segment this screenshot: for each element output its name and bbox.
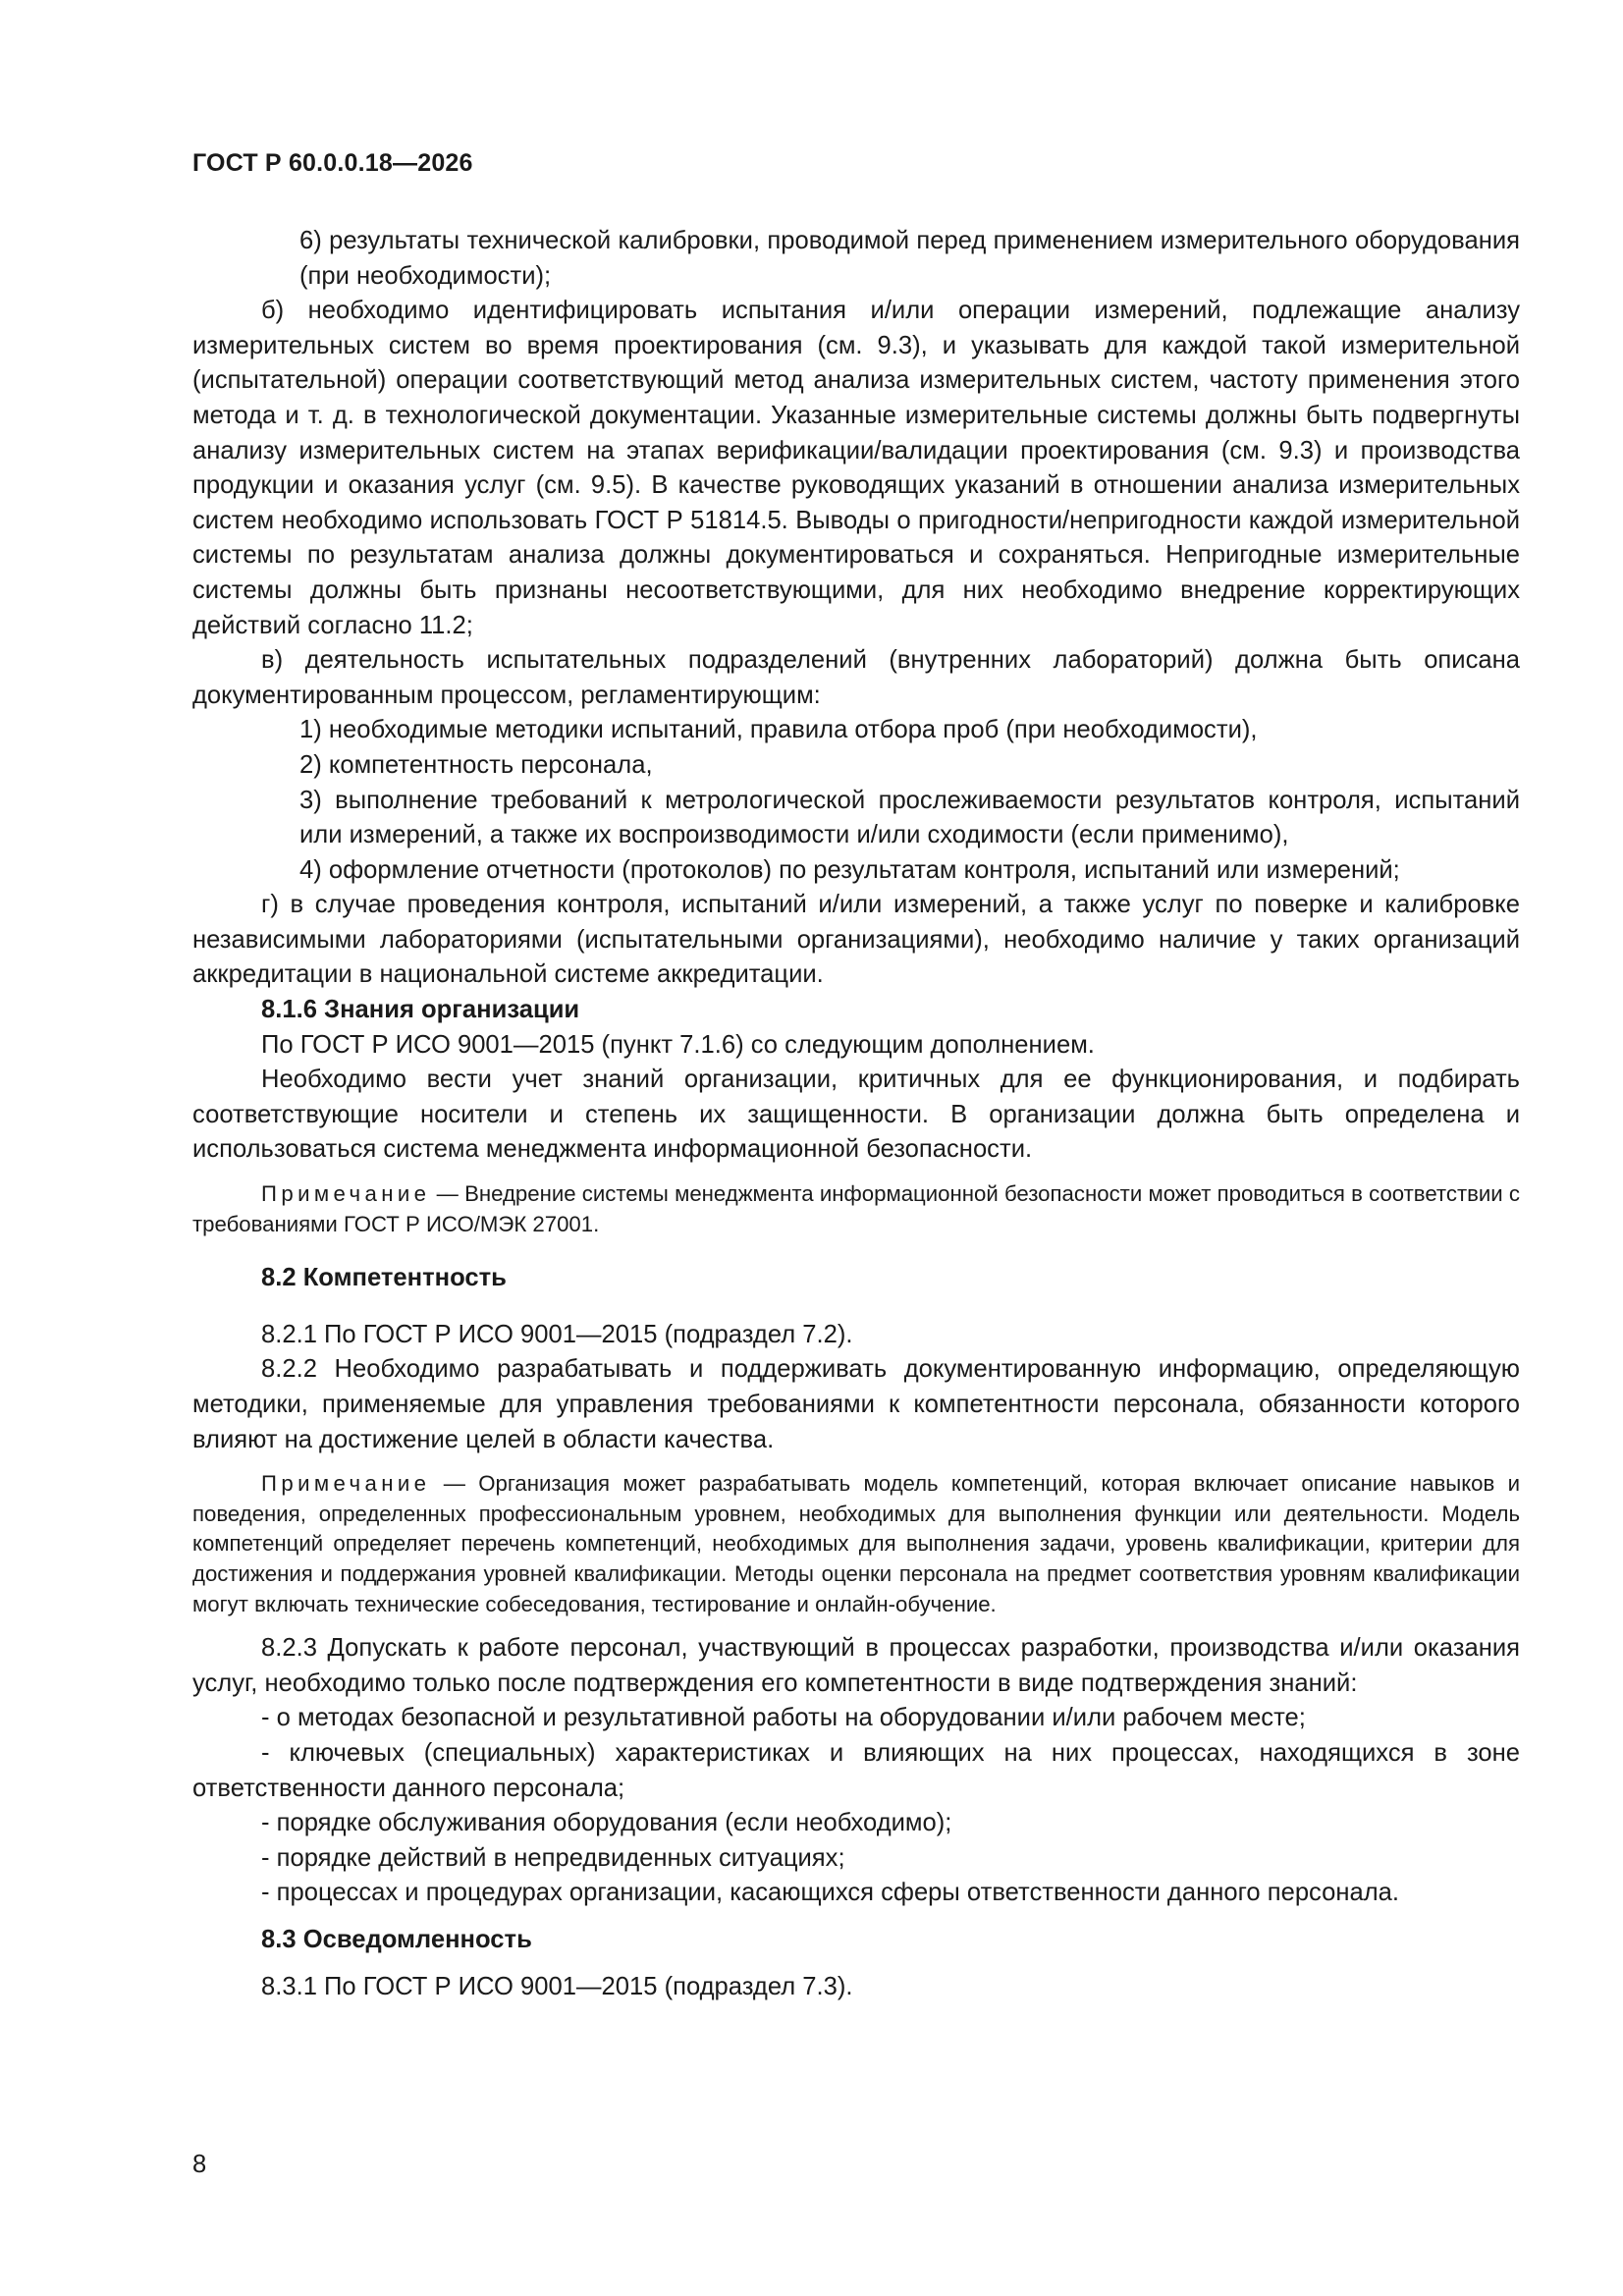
note-2-text: — Организация может разрабатывать модель компетенций, которая включает описание навыков и поведения, определенных профессиональным уровнем, необходимых для выполнения функции или деятельности. Модель компетенций определяет перечень компетенций, необходимых для выполнения задачи, уровень квалификации, критерии для достижения и поддержания уровней квалификации. Методы оценки персонала на предмет соответствия уровням квалификации могут включать технические собеседования, тестирование и онлайн-обучение. [192, 1471, 1520, 1616]
section-8-2-3-item-5: - процессах и процедурах организации, касающихся сферы ответственности данного персонала. [261, 1879, 1400, 1907]
note-1 [192, 1179, 1520, 1239]
list-item-v2: 2) компетентность персонала, [299, 750, 653, 779]
section-8-2-3: 8.2.3 Допускать к работе персонал, участвующий в процессах разработки, производства и/или оказания услуг, необходимо только после подтверждения его компетентности в виде подтверждения знаний: [192, 1634, 1520, 1697]
section-8-2-3-item-1: - о методах безопасной и результативной работы на оборудовании и/или рабочем месте; [261, 1704, 1306, 1732]
section-8-2-3-item-4: - порядке действий в непредвиденных ситуациях; [261, 1843, 845, 1872]
paragraph-b: б) необходимо идентифицировать испытания и/или операции измерений, подлежащие анализу измерительных систем во время проектирования (см. 9.3), и указывать для каждой такой измерительной (испытательной) операции соответствующий метод анализа измерительных систем, частоту применения этого метода и т. д. в технологической документации. Указанные измерительные системы должны быть подвергнуты анализу измерительных систем на этапах верификации/валидации проектирования (см. 9.3) и производства продукции и оказания услуг (см. 9.5). В качестве руководящих указаний в отношении анализа измерительных систем необходимо использовать ГОСТ Р 51814.5. Выводы о пригодности/непригодности каждой измерительной системы по результатам анализа должны документироваться и сохраняться. Непригодные измерительные системы должны быть признаны несоответствующими, для них необходимо внедрение корректирующих действий согласно 11.2; [192, 297, 1520, 639]
section-8-1-6-paragraph-2: Необходимо вести учет знаний организации, критичных для ее функционирования, и подбирать соответствующие носители и степень их защищенности. В организации должна быть определена и использоваться система менеджмента информационной безопасности. [192, 1066, 1520, 1164]
list-item-v4: 4) оформление отчетности (протоколов) по результатам контроля, испытаний или измерений; [299, 855, 1400, 884]
section-8-2-1: 8.2.1 По ГОСТ Р ИСО 9001—2015 (подраздел 7.2). [261, 1320, 853, 1348]
section-8-2-title: 8.2 Компетентность [261, 1264, 507, 1292]
document-body [192, 224, 1520, 2004]
list-item-v1: 1) необходимые методики испытаний, правила отбора проб (при необходимости), [299, 716, 1258, 744]
section-8-2-3-item-2: - ключевых (специальных) характеристиках и влияющих на них процессах, находящихся в зоне ответственности данного персонала; [192, 1738, 1520, 1802]
page-number: 8 [192, 2151, 207, 2178]
section-8-3-title: 8.3 Осведомленность [261, 1925, 532, 1953]
note-1-label: Примечание [261, 1181, 431, 1207]
section-8-2-2: 8.2.2 Необходимо разрабатывать и поддерживать документированную информацию, определяющую методики, применяемые для управления требованиями к компетентности персонала, обязанности которого влияют на достижение целей в области качества. [192, 1355, 1520, 1453]
list-item-6: 6) результаты технической калибровки, проводимой перед применением измерительного оборудования (при необходимости); [299, 227, 1520, 290]
section-8-1-6-title: 8.1.6 Знания организации [261, 996, 580, 1024]
section-8-2-3-item-3: - порядке обслуживания оборудования (если необходимо); [261, 1809, 952, 1837]
paragraph-g: г) в случае проведения контроля, испытаний и/или измерений, а также услуг по поверке и калибровке независимыми лабораториями (испытательными организациями), необходимо наличие у таких организаций аккредитации в национальной системе аккредитации. [192, 891, 1520, 989]
list-item-v3: 3) выполнение требований к метрологической прослеживаемости результатов контроля, испытаний или измерений, а также их воспроизводимости и/или сходимости (если применимо), [299, 786, 1520, 849]
note-1-text: — Внедрение системы менеджмента информационной безопасности может проводиться в соответствии с требованиями ГОСТ Р ИСО/МЭК 27001. [192, 1181, 1520, 1236]
section-8-1-6-paragraph-1: По ГОСТ Р ИСО 9001—2015 (пункт 7.1.6) со следующим дополнением. [261, 1030, 1095, 1059]
section-8-3-1: 8.3.1 По ГОСТ Р ИСО 9001—2015 (подраздел 7.3). [261, 1972, 853, 2000]
paragraph-v: в) деятельность испытательных подразделений (внутренних лабораторий) должна быть описана документированным процессом, регламентирующим: [192, 646, 1520, 709]
note-2 [192, 1469, 1520, 1619]
note-2-label: Примечание [261, 1471, 431, 1497]
document-header-code: ГОСТ Р 60.0.0.18—2026 [192, 149, 473, 177]
